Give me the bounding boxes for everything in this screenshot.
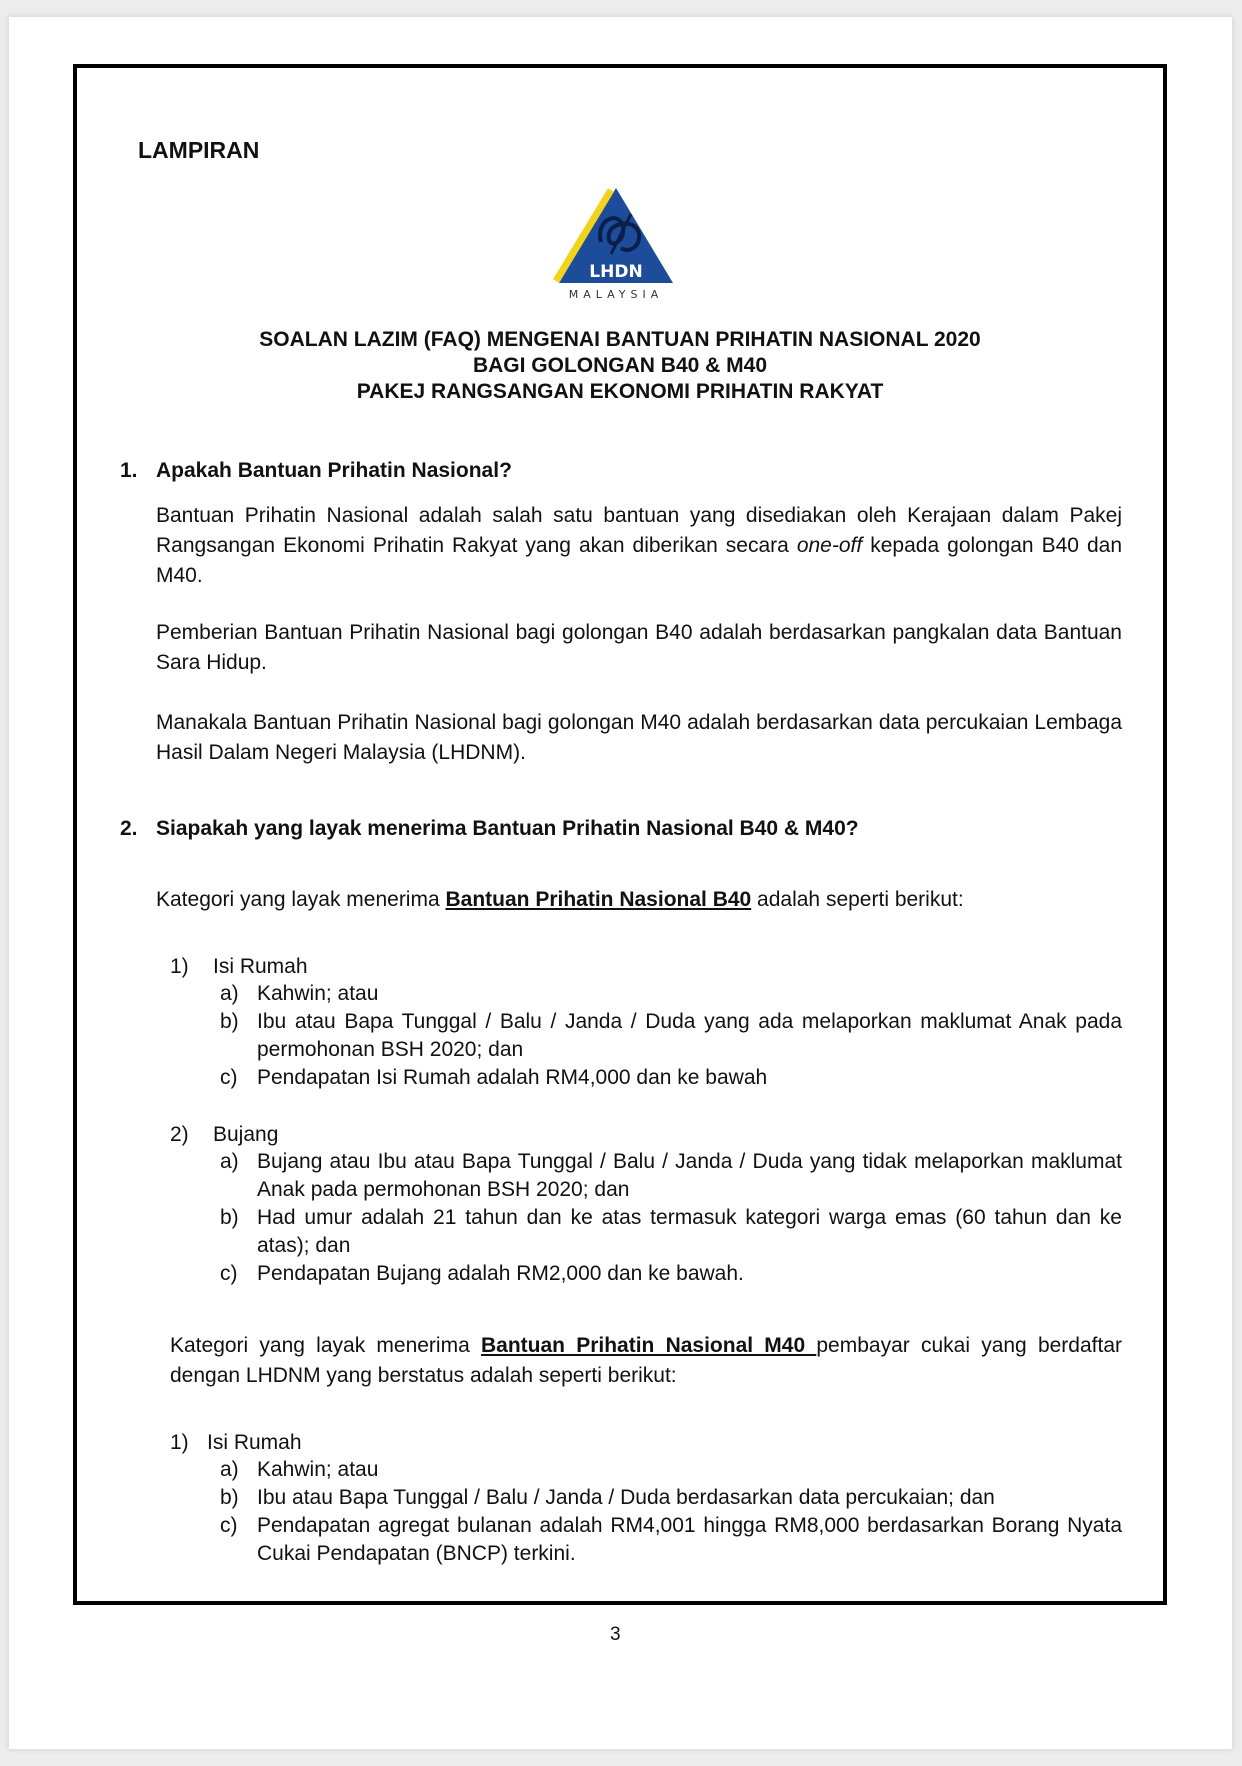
q1-paragraph-2: Pemberian Bantuan Prihatin Nasional bagi golongan B40 adalah berdasarkan pangkalan data Bantuan Sara Hidup. bbox=[156, 621, 1122, 674]
b40-group-1-label: 1) bbox=[170, 955, 189, 978]
title-line-3: PAKEJ RANGSANGAN EKONOMI PRIHATIN RAKYAT bbox=[356, 380, 884, 403]
list-item: a) Kahwin; atau bbox=[220, 1458, 379, 1481]
question-2-number: 2. bbox=[120, 817, 138, 840]
title-line-1: SOALAN LAZIM (FAQ) MENGENAI BANTUAN PRIHATIN NASIONAL 2020 bbox=[259, 328, 981, 351]
list-item: a) Bujang atau Ibu atau Bapa Tunggal / Balu / Janda / Duda yang tidak melaporkan maklumat Anak pada permohonan BSH 2020; dan bbox=[220, 1150, 1122, 1201]
list-item: c) Pendapatan agregat bulanan adalah RM4,001 hingga RM8,000 berdasarkan Borang Nyata Cukai Pendapatan (BNCP) terkini. bbox=[220, 1514, 1122, 1565]
b40-highlight: Bantuan Prihatin Nasional B40 bbox=[445, 888, 752, 911]
b40-group-2-title: Bujang bbox=[213, 1123, 279, 1146]
q1-paragraph-3: Manakala Bantuan Prihatin Nasional bagi golongan M40 adalah berdasarkan data percukaian Lembaga Hasil Dalam Negeri Malaysia (LHDNM). bbox=[156, 711, 1122, 764]
b40-group-2-label: 2) bbox=[170, 1123, 189, 1146]
m40-group-1-label: 1) bbox=[170, 1431, 189, 1454]
m40-intro: Kategori yang layak menerima Bantuan Prihatin Nasional M40 pembayar cukai yang berdaftar dengan LHDNM yang berstatus adalah seperti berikut: bbox=[170, 1334, 1122, 1387]
question-2-title: Siapakah yang layak menerima Bantuan Prihatin Nasional B40 & M40? bbox=[156, 817, 859, 840]
question-1-number: 1. bbox=[120, 459, 138, 482]
m40-group-1-title: Isi Rumah bbox=[207, 1431, 302, 1454]
list-item: b) Ibu atau Bapa Tunggal / Balu / Janda / Duda berdasarkan data percukaian; dan bbox=[220, 1486, 995, 1509]
one-off-text: one-off bbox=[796, 534, 863, 557]
title-line-2: BAGI GOLONGAN B40 & M40 bbox=[472, 354, 768, 377]
list-item: c) Pendapatan Isi Rumah adalah RM4,000 dan ke bawah bbox=[220, 1066, 768, 1089]
q1-paragraph-1: Bantuan Prihatin Nasional adalah salah satu bantuan yang disediakan oleh Kerajaan dalam Pakej Rangsangan Ekonomi Prihatin Rakyat yang akan diberikan secara one-off kepada golongan B40 dan M40. bbox=[156, 504, 1122, 587]
list-item: c) Pendapatan Bujang adalah RM2,000 dan ke bawah. bbox=[220, 1262, 744, 1285]
lhdn-logo bbox=[551, 184, 693, 302]
svg-text:MALAYSIA: MALAYSIA bbox=[568, 288, 664, 301]
question-1-title: Apakah Bantuan Prihatin Nasional? bbox=[156, 459, 512, 482]
b40-group-1-title: Isi Rumah bbox=[213, 955, 308, 978]
lampiran-label: LAMPIRAN bbox=[138, 137, 260, 163]
list-item: b) Ibu atau Bapa Tunggal / Balu / Janda / Duda yang ada melaporkan maklumat Anak pada permohonan BSH 2020; dan bbox=[220, 1010, 1122, 1061]
b40-intro: Kategori yang layak menerima Bantuan Prihatin Nasional B40 adalah seperti berikut: bbox=[156, 888, 964, 911]
list-item: b) Had umur adalah 21 tahun dan ke atas termasuk kategori warga emas (60 tahun dan ke atas); dan bbox=[220, 1206, 1122, 1257]
lhdn-emblem-icon bbox=[551, 184, 693, 302]
list-item: a) Kahwin; atau bbox=[220, 982, 379, 1005]
m40-highlight: Bantuan Prihatin Nasional M40 bbox=[480, 1334, 817, 1357]
page-number: 3 bbox=[610, 1624, 621, 1645]
svg-text:LHDN: LHDN bbox=[589, 262, 643, 282]
